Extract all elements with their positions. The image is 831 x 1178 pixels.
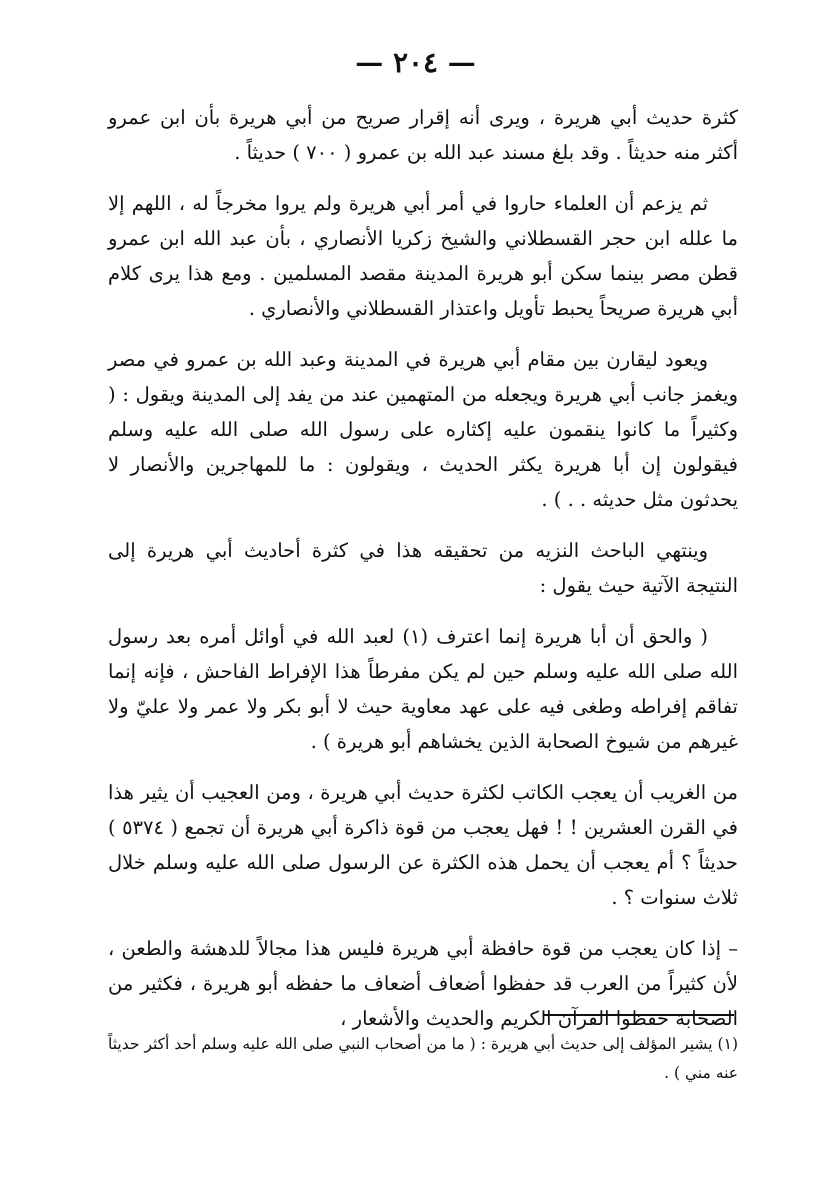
- paragraph-7: – إذا كان يعجب من قوة حافظة أبي هريرة فليس هذا مجالاً للدهشة والطعن ، لأن كثيراً من العرب قد حفظوا أضعاف أضعاف ما حفظه أبو هريرة ، فكثير من الصحابة حفظوا القرآن الكريم والحديث والأشعار ،: [108, 937, 738, 1030]
- footnote: (١) يشير المؤلف إلى حديث أبي هريرة : ( ما من أصحاب النبي صلى الله عليه وسلم أحد أكثر حديثاً عنه مني ) .: [108, 1035, 738, 1082]
- paragraph-6: من الغريب أن يعجب الكاتب لكثرة حديث أبي هريرة ، ومن العجيب أن يثير هذا في القرن العشرين ! ! فهل يعجب من قوة ذاكرة أبي هريرة أن تجمع ( ٥٣٧٤ ) حديثاً ؟ أم يعجب أن يحمل هذه الكثرة عن الرسول صلى الله عليه وسلم خلال ثلاث سنوات ؟ .: [108, 781, 738, 909]
- paragraph-1: كثرة حديث أبي هريرة ، ويرى أنه إقرار صريح من أبي هريرة بأن ابن عمرو أكثر منه حديثاً . وقد بلغ مسند عبد الله بن عمرو ( ٧٠٠ ) حديثاً .: [108, 106, 738, 164]
- paragraph-5: ( والحق أن أبا هريرة إنما اعترف (١) لعبد الله في أوائل أمره بعد رسول الله صلى الله عليه وسلم حين لم يكن مفرطاً هذا الإفراط الفاحش ، فإنه إنما تفاقم إفراطه وطغى فيه على عهد معاوية حيث لا أبو بكر ولا عمر ولا عليّ ولا غيرهم من شيوخ الصحابة الذين يخشاهم أبو هريرة ) .: [108, 625, 738, 753]
- paragraph-3: ويعود ليقارن بين مقام أبي هريرة في المدينة وعبد الله بن عمرو في مصر ويغمز جانب أبي هريرة ويجعله من المتهمين عند من يفد إلى المدينة ويقول : ( وكثيراً ما كانوا ينقمون عليه إكثاره على رسول الله صلى الله عليه وسلم فيقولون إن أبا هريرة يكثر الحديث ، ويقولون : ما للمهاجرين والأنصار لا يحدثون مثل حديثه . . ) .: [108, 348, 738, 511]
- body-text: [108, 100, 738, 1052]
- paragraph-2: ثم يزعم أن العلماء حاروا في أمر أبي هريرة ولم يروا مخرجاً له ، اللهم إلا ما علله ابن حجر القسطلاني والشيخ زكريا الأنصاري ، بأن عبد الله ابن عمرو قطن مصر بينما سكن أبو هريرة المدينة مقصد المسلمين . ومع هذا يرى كلام أبي هريرة صريحاً يحبط تأويل واعتذار القسطلاني والأنصاري .: [108, 192, 738, 320]
- page-number: — ٢٠٤ —: [355, 46, 476, 79]
- footnote-divider: [544, 1014, 734, 1016]
- paragraph-4: وينتهي الباحث النزيه من تحقيقه هذا في كثرة أحاديث أبي هريرة إلى النتيجة الآتية حيث يقول :: [108, 539, 738, 597]
